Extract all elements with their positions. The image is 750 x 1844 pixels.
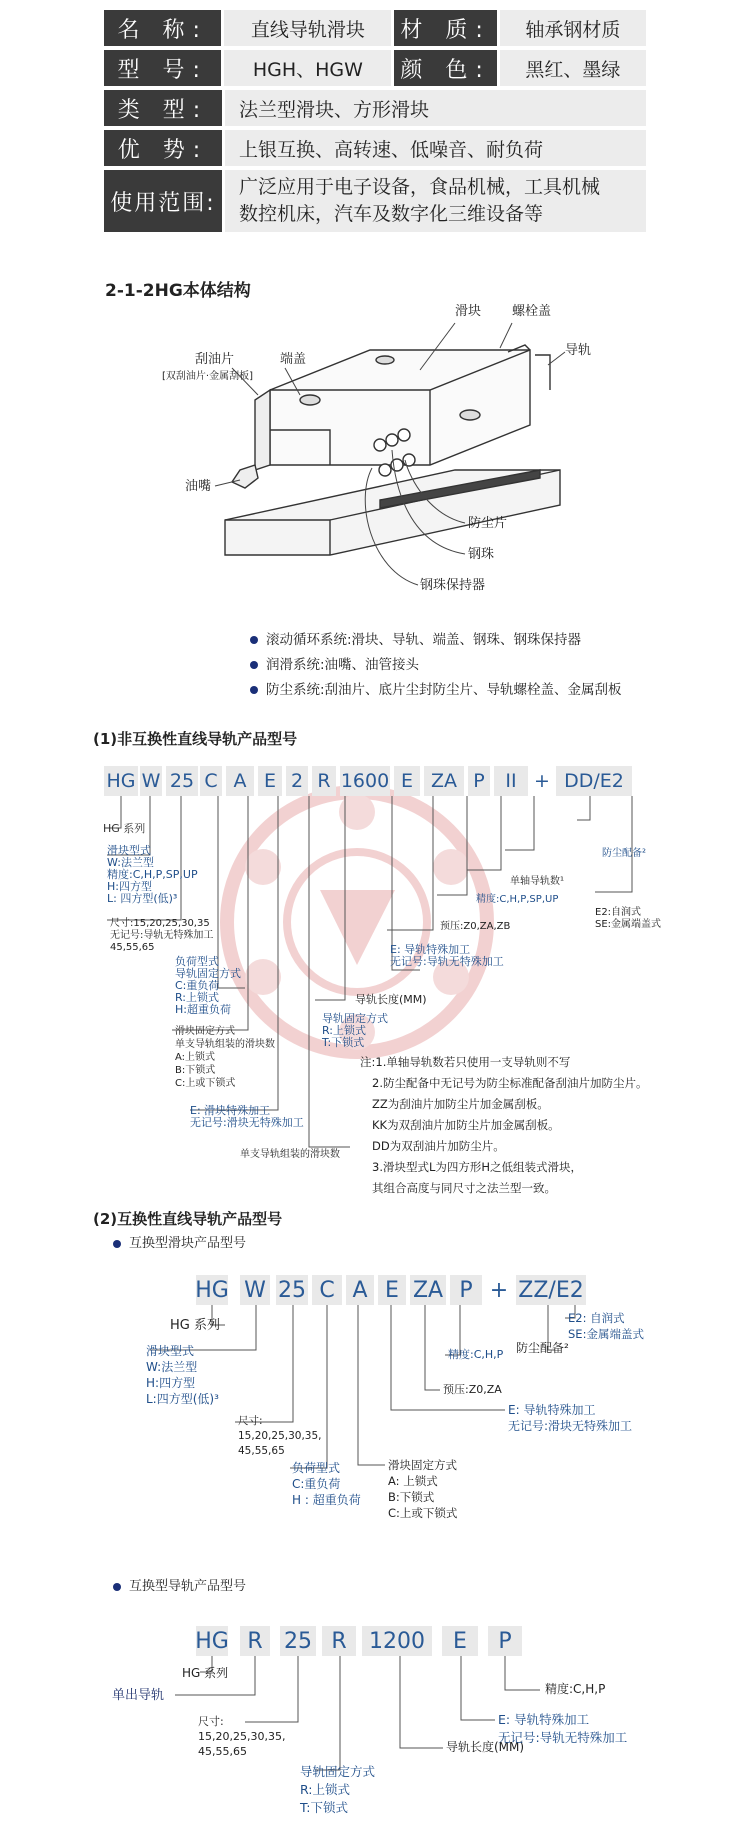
code-segment: 1600 <box>340 766 390 796</box>
code-segment: HG <box>104 766 138 796</box>
structure-title: 2-1-2HG本体结构 <box>105 281 251 301</box>
code-segment: W <box>140 766 162 796</box>
code-segment: 25 <box>276 1275 308 1305</box>
s1-rail-spec: E: 导轨特殊加工 无记号:导轨无特殊加工 <box>390 943 504 968</box>
s2-preload: 预压:Z0,ZA <box>443 1383 502 1396</box>
code-segment: 25 <box>166 766 198 796</box>
s2-load: 负荷型式 C:重负荷 H : 超重负荷 <box>292 1461 361 1507</box>
label-retainer: 钢珠保持器 <box>420 578 486 593</box>
system-item: 润滑系统:油嘴、油管接头 <box>250 653 622 678</box>
section2-sub: 互换型滑块产品型号 <box>113 1232 246 1251</box>
s1-spec: E: 滑块特殊加工 无记号:滑块无特殊加工 <box>190 1104 304 1129</box>
code-segment: W <box>240 1275 270 1305</box>
s1-load: 负荷型式 导轨固定方式 C:重负荷 R:上锁式 H:超重负荷 <box>175 955 241 1016</box>
scope-line: 数控机床，汽车及数字化三维设备等 <box>239 203 544 225</box>
s1-end: E2:自润式 SE:金属端盖式 <box>595 907 662 930</box>
s3-single: 单出导轨 <box>112 1688 165 1703</box>
s1-series: HG 系列 <box>103 822 146 835</box>
s1-rail-fix: 导轨固定方式 R:上锁式 T:下锁式 <box>322 1012 388 1049</box>
label-wiper: 刮油片 <box>195 352 235 367</box>
code-segment: + <box>534 770 550 792</box>
code-segment: A <box>226 766 254 796</box>
s1-precision: 精度:C,H,P,SP,UP <box>476 894 559 905</box>
label-rail: 导轨 <box>565 343 592 358</box>
code-segment: R <box>240 1626 270 1656</box>
code-segment: II <box>494 766 528 796</box>
s3-size: 尺寸: 15,20,25,30,35, 45,55,65 <box>198 1715 286 1758</box>
spec-value: 法兰型滑块、方形滑块 <box>225 90 646 126</box>
s1-dust: 防尘配备² <box>602 848 647 859</box>
s2-precision: 精度:C,H,P <box>448 1348 504 1361</box>
section3-sub: 互换型导轨产品型号 <box>113 1575 246 1594</box>
s1-block-type: 滑块型式 W:法兰型 精度:C,H,P,SP,UP H:四方型 L: 四方型(低)³ <box>107 844 198 905</box>
section1-title: (1)非互换性直线导轨产品型号 <box>93 730 298 748</box>
spec-key: 型 号: <box>104 50 221 86</box>
spec-value: 上银互换、高转速、低噪音、耐负荷 <box>225 130 646 166</box>
code-segment: E <box>442 1626 478 1656</box>
s1-count: 单支导轨组装的滑块数 <box>240 1149 340 1160</box>
s3-precision: 精度:C,H,P <box>545 1682 606 1696</box>
code-segment: 25 <box>280 1626 316 1656</box>
s3-fix: 导轨固定方式 R:上锁式 T:下锁式 <box>300 1764 376 1815</box>
code-segment: ZA <box>424 766 464 796</box>
code-segment: C <box>200 766 222 796</box>
s1-rail-length: 导轨长度(MM) <box>355 993 427 1006</box>
spec-key: 颜 色: <box>394 50 496 86</box>
code-segment: ZA <box>410 1275 446 1305</box>
spec-key: 材 质: <box>394 10 496 46</box>
s2-spec: E: 导轨特殊加工 无记号:滑块无特殊加工 <box>508 1403 633 1433</box>
system-item: 防尘系统:刮油片、底片尘封防尘片、导轨螺栓盖、金属刮板 <box>250 678 622 703</box>
s3-spec: E: 导轨特殊加工 无记号:导轨无特殊加工 <box>498 1712 628 1745</box>
s2-end: E2: 自润式 SE:金属端盖式 <box>568 1311 644 1341</box>
spec-key: 名 称: <box>104 10 221 46</box>
code-segment: E <box>378 1275 406 1305</box>
spec-value: 黑红、墨绿 <box>500 50 646 86</box>
spec-key: 使用范围: <box>104 170 222 232</box>
s1-rail-count: 单轴导轨数¹ <box>510 876 565 887</box>
label-dust-seal: 防尘片 <box>468 516 508 531</box>
s2-block-type: 滑块型式 W:法兰型 H:四方型 L:四方型(低)³ <box>146 1344 219 1406</box>
s1-preload: 预压:Z0,ZA,ZB <box>440 921 511 932</box>
spec-value: 轴承钢材质 <box>500 10 646 46</box>
code-segment: C <box>312 1275 342 1305</box>
system-item: 滚动循环系统:滑块、导轨、端盖、钢珠、钢珠保持器 <box>250 628 622 653</box>
s3-series: HG 系列 <box>182 1666 229 1680</box>
code-segment: 2 <box>286 766 308 796</box>
section2-title: (2)互换性直线导轨产品型号 <box>93 1210 283 1228</box>
s3-length: 导轨长度(MM) <box>446 1740 525 1754</box>
code-segment: ZZ/E2 <box>516 1275 586 1305</box>
label-oil-nozzle: 油嘴 <box>185 479 212 494</box>
spec-value: HGH、HGW <box>224 50 391 86</box>
s2-series: HG 系列 <box>170 1318 220 1333</box>
label-wiper-sub: [双刮油片·金属刮板] <box>162 371 253 382</box>
code-segment: P <box>488 1626 522 1656</box>
code-segment: DD/E2 <box>556 766 632 796</box>
s2-size: 尺寸: 15,20,25,30,35, 45,55,65 <box>238 1415 322 1457</box>
code-segment: E <box>394 766 420 796</box>
spec-key: 优 势: <box>104 130 222 166</box>
spec-value: 直线导轨滑块 <box>224 10 391 46</box>
code-segment: + <box>489 1277 509 1303</box>
spec-key: 类 型: <box>104 90 222 126</box>
s1-notes: 注:1.单轴导轨数若只使用一支导轨则不写 2.防尘配备中无记号为防尘标准配备刮油片加防尘片。 ZZ为刮油片加防尘片加金属刮板。 KK为双刮油片加防尘片加金属刮板。 DD为双刮油片加防尘片。 3.滑块型式L为四方形H之低组装式滑块， 其组合高度与同尺寸之法兰型一致。 <box>360 1055 648 1195</box>
label-ball: 钢珠 <box>468 547 495 562</box>
label-slider: 滑块 <box>455 304 482 319</box>
code-segment: P <box>450 1275 482 1305</box>
label-bolt-cap: 螺栓盖 <box>512 304 552 319</box>
code-segment: E <box>258 766 282 796</box>
code-segment: HG <box>196 1275 228 1305</box>
scope-line: 广泛应用于电子设备，食品机械，工具机械 <box>239 176 601 198</box>
code-segment: A <box>346 1275 374 1305</box>
s2-fix: 滑块固定方式 A: 上锁式 B:下锁式 C:上或下锁式 <box>388 1458 458 1520</box>
code-segment: 1200 <box>362 1626 432 1656</box>
code-segment: P <box>468 766 490 796</box>
s1-size: 尺寸:15,20,25,30,35 无记号:导轨无特殊加工 45,55,65 <box>110 918 214 953</box>
s1-fix: 滑块固定方式 单支导轨组装的滑块数 A:上锁式 B:下锁式 C:上或下锁式 <box>175 1026 275 1089</box>
code-segment: HG <box>196 1626 228 1656</box>
label-end-cap: 端盖 <box>280 352 307 367</box>
code-segment: R <box>312 766 336 796</box>
code-segment: R <box>322 1626 356 1656</box>
s2-dust: 防尘配备² <box>516 1341 569 1355</box>
